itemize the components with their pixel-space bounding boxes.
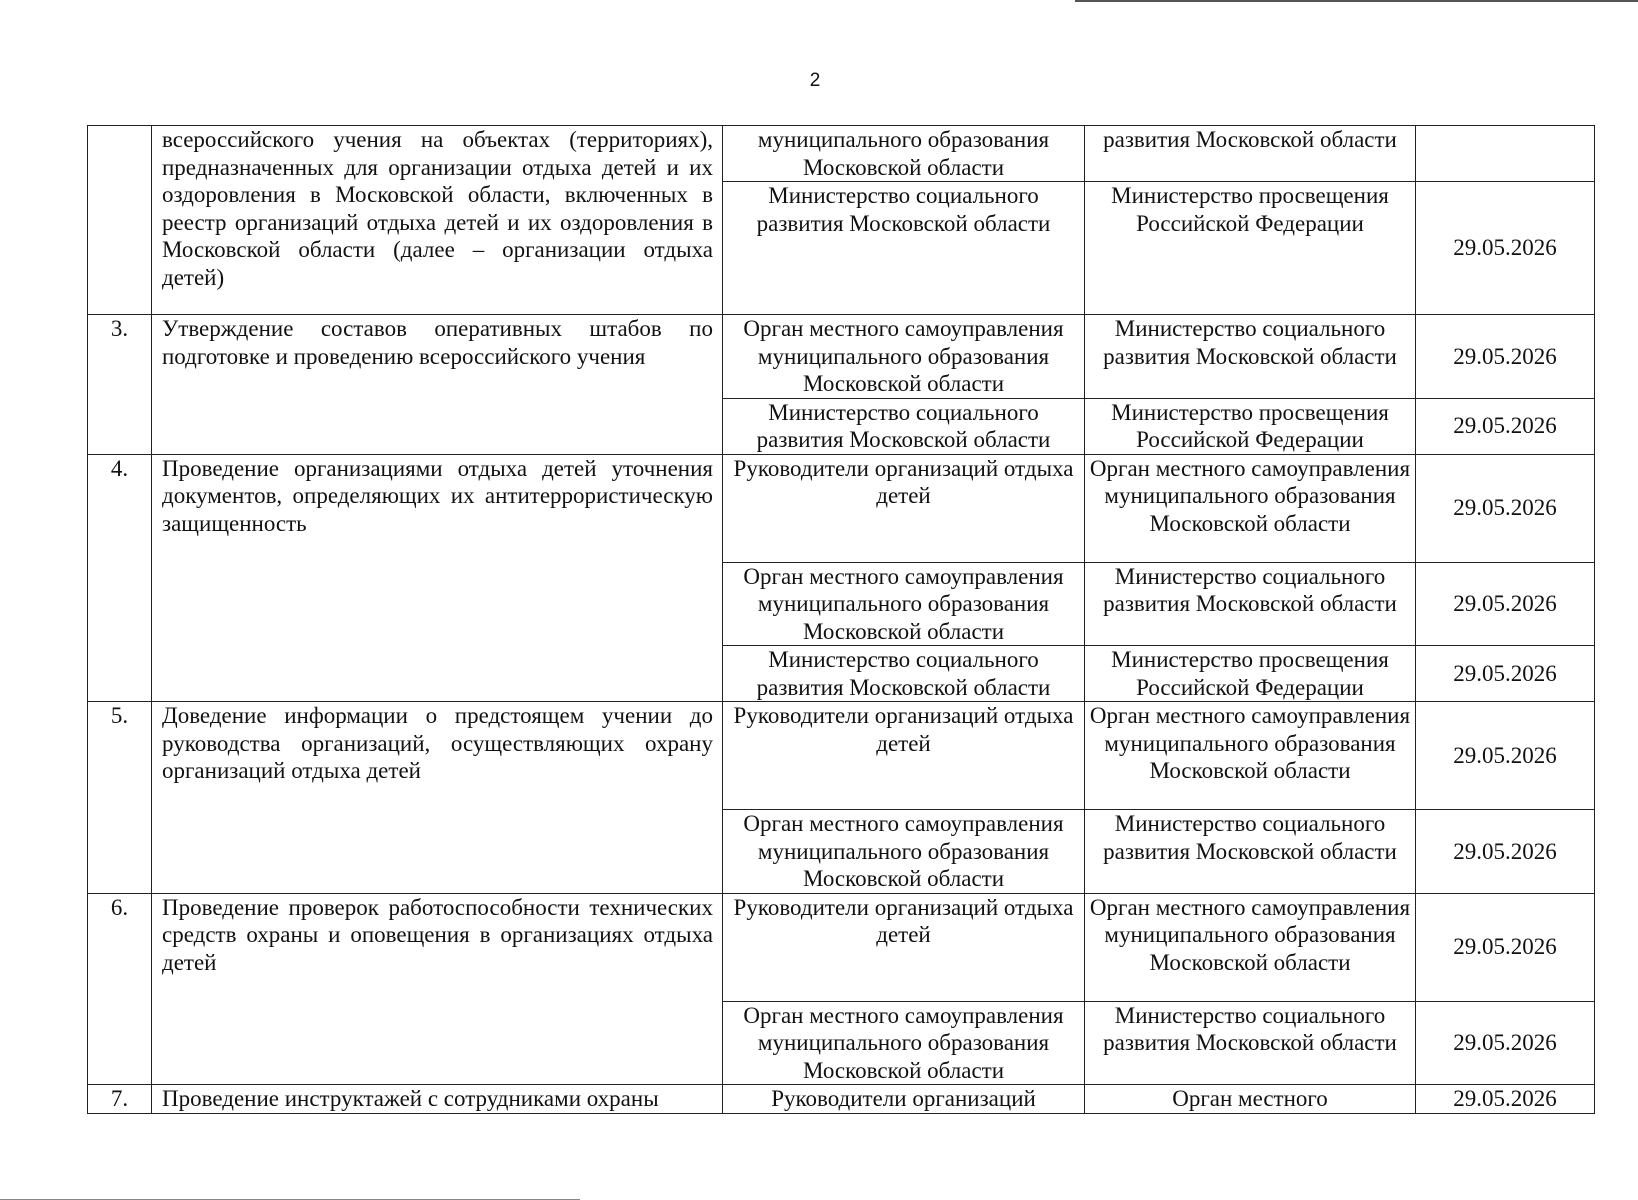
executor-text: муниципального образования Московской области [757,127,1050,180]
deadline-cell [1416,646,1595,702]
activity-text: Доведение информации о предстоящем учении до руководства организаций, осуществляющих охрану организаций отдыха детей [162,703,713,783]
deadline-cell [1416,454,1595,562]
row-number-cell [88,454,152,702]
deadline-date: 29.05.2026 [1453,838,1557,864]
executor-cell [723,893,1085,1001]
table-row [88,126,1595,182]
row-number-cell [88,126,152,315]
events-table [87,125,1595,1114]
executor-text: Руководители организаций отдыха детей [733,894,1074,947]
table-row [88,454,1595,562]
controller-cell [1085,1001,1416,1085]
executor-text: Руководители организаций [771,1086,1036,1111]
row-number-cell [88,702,152,894]
executor-text: Орган местного самоуправления муниципального образования Московской области [743,811,1064,891]
deadline-cell [1416,1085,1595,1114]
executor-cell [723,702,1085,810]
controller-cell [1085,702,1416,810]
row-number: 3. [110,316,129,341]
deadline-date: 29.05.2026 [1453,343,1557,369]
controller-cell [1085,1085,1416,1114]
row-number-cell [88,1085,152,1114]
deadline-cell [1416,315,1595,399]
controller-cell [1085,398,1416,454]
executor-text: Министерство социального развития Московской области [756,399,1051,452]
deadline-cell [1416,182,1595,315]
executor-text: Орган местного самоуправления муниципального образования Московской области [743,316,1064,396]
executor-cell [723,1001,1085,1085]
activity-cell [152,315,723,455]
controller-text: Орган местного самоуправления муниципального образования Московской области [1089,703,1411,783]
controller-cell [1085,182,1416,315]
deadline-cell [1416,126,1595,182]
controller-text: Орган местного [1172,1086,1328,1111]
row-number-cell [88,315,152,455]
controller-cell [1085,562,1416,646]
activity-cell [152,1085,723,1114]
deadline-cell [1416,810,1595,894]
activity-text: всероссийского учения на объектах (территориях), предназначенных для организации отдыха детей и их оздоровления в Московской области, включенных в реестр организаций отдыха детей и их оздоровления в Московской области (далее – организации отдыха детей) [162,127,713,290]
executor-cell [723,315,1085,399]
scan-edge-line-top [1075,0,1638,2]
table-body [88,126,1595,1114]
controller-text: Орган местного самоуправления муниципального образования Московской области [1089,894,1411,975]
executor-text: Руководители организаций отдыха детей [733,455,1074,508]
row-number: 7. [110,1086,129,1111]
deadline-date: 29.05.2026 [1453,1086,1557,1111]
controller-text: Министерство просвещения Российской Федерации [1111,399,1389,452]
row-number: 5. [110,703,129,728]
controller-cell [1085,126,1416,182]
activity-cell [152,126,723,315]
controller-text: Министерство социального развития Московской области [1103,563,1397,616]
controller-text: Орган местного самоуправления муниципального образования Московской области [1089,455,1411,536]
executor-cell [723,810,1085,894]
executor-text: Орган местного самоуправления муниципального образования Московской области [743,563,1064,644]
deadline-cell [1416,702,1595,810]
table-row [88,893,1595,1001]
table-row [88,1085,1595,1114]
executor-cell [723,646,1085,702]
deadline-date: 29.05.2026 [1453,591,1557,616]
activity-text: Проведение проверок работоспособности технических средств охраны и оповещения в организациях отдыха детей [162,894,713,975]
executor-text: Орган местного самоуправления муниципального образования Московской области [743,1002,1064,1083]
executor-text: Министерство социального развития Московской области [756,183,1051,236]
deadline-cell [1416,562,1595,646]
deadline-date: 29.05.2026 [1453,235,1557,261]
deadline-date: 29.05.2026 [1453,660,1557,686]
deadline-date: 29.05.2026 [1453,495,1557,521]
deadline-cell [1416,893,1595,1001]
executor-cell [723,454,1085,562]
controller-text: Министерство социального развития Московской области [1103,316,1397,369]
row-number-cell [88,893,152,1085]
activity-text: Утверждение составов оперативных штабов по подготовке и проведению всероссийского учения [162,316,713,369]
controller-cell [1085,646,1416,702]
executor-text: Министерство социального развития Московской области [756,647,1051,700]
table-row [88,702,1595,810]
activity-cell [152,454,723,702]
executor-text: Руководители организаций отдыха детей [733,703,1074,756]
controller-text: развития Московской области [1103,127,1397,152]
deadline-date: 29.05.2026 [1453,742,1557,768]
controller-text: Министерство социального развития Московской области [1103,1002,1397,1055]
controller-cell [1085,893,1416,1001]
deadline-cell [1416,398,1595,454]
table-row [88,315,1595,399]
executor-cell [723,1085,1085,1114]
controller-text: Министерство просвещения Российской Федерации [1111,647,1389,700]
activity-cell [152,702,723,894]
row-number: 4. [110,455,129,481]
controller-cell [1085,810,1416,894]
deadline-date: 29.05.2026 [1453,934,1557,960]
activity-text: Проведение организациями отдыха детей уточнения документов, определяющих их антитеррористическую защищенность [162,455,713,536]
controller-text: Министерство социального развития Московской области [1103,811,1397,864]
controller-cell [1085,315,1416,399]
controller-cell [1085,454,1416,562]
executor-cell [723,126,1085,182]
controller-text: Министерство просвещения Российской Федерации [1111,183,1389,236]
deadline-date: 29.05.2026 [1453,413,1557,439]
row-number: 6. [110,894,129,920]
executor-cell [723,398,1085,454]
activity-text: Проведение инструктажей с сотрудниками охраны [162,1086,659,1111]
deadline-date: 29.05.2026 [1453,1030,1557,1055]
deadline-cell [1416,1001,1595,1085]
executor-cell [723,182,1085,315]
executor-cell [723,562,1085,646]
page-number: 2 [809,70,821,91]
activity-cell [152,893,723,1085]
